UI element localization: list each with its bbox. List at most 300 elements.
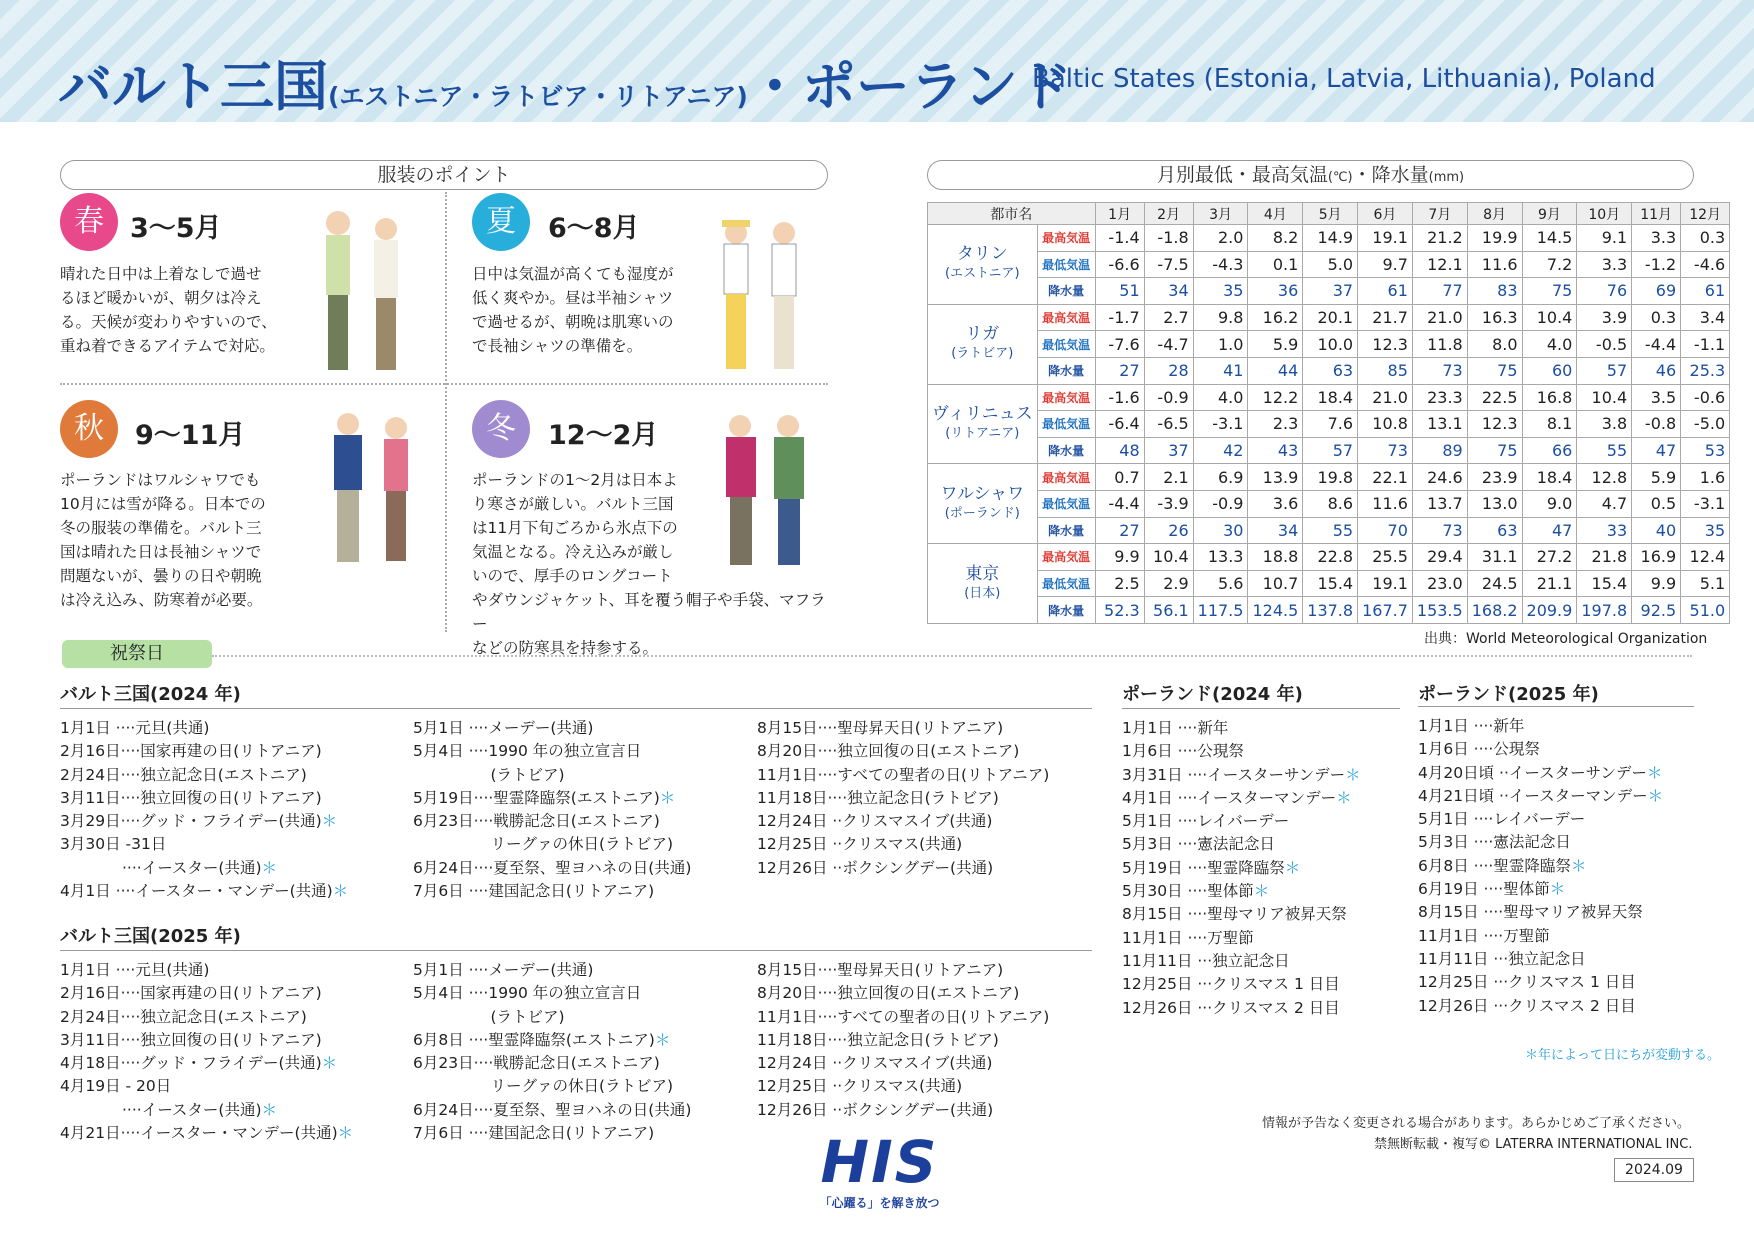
variable-date-mark: ＊ (337, 1124, 354, 1143)
table-cell: -1.8 (1144, 225, 1193, 252)
table-cell: 8.6 (1303, 490, 1358, 517)
col-header-month: 7月 (1412, 203, 1467, 225)
table-row (928, 437, 1730, 464)
spring-text: 晴れた日中は上着なしで過せ るほど暖かいが、朝夕は冷え る。天候が変わりやすいので、 重ね着できるアイテムで対応。 (60, 265, 277, 355)
table-cell: 2.1 (1144, 464, 1193, 491)
table-cell: 10.4 (1577, 384, 1632, 411)
holiday-entry: 3月29日····グッド・フライデー(共通)＊ (60, 812, 338, 831)
table-cell: 10.8 (1358, 411, 1413, 438)
holiday-entry: 8月20日····独立回復の日(エストニア) (757, 742, 1020, 761)
table-cell: 6.9 (1193, 464, 1248, 491)
table-cell: 2.5 (1095, 570, 1144, 597)
table-cell: 83 (1467, 278, 1522, 305)
holiday-entry: 11月11日 ···独立記念日 (1418, 949, 1586, 968)
table-cell: -0.5 (1577, 331, 1632, 358)
row-label: 最低気温 (1037, 570, 1095, 597)
baltic-2025-col2 (413, 959, 691, 1145)
autumn-months: 9〜11月 (135, 420, 246, 451)
table-cell: 16.9 (1632, 544, 1681, 571)
holiday-entry: 8月15日 ····聖母マリア被昇天祭 (1122, 905, 1347, 924)
table-cell: 0.3 (1632, 304, 1681, 331)
table-cell: 43 (1248, 437, 1303, 464)
table-cell: 20.1 (1303, 304, 1358, 331)
table-cell: -7.6 (1095, 331, 1144, 358)
table-cell: 24.6 (1412, 464, 1467, 491)
table-row (928, 597, 1730, 624)
table-row (928, 570, 1730, 597)
row-label: 最高気温 (1037, 544, 1095, 571)
holiday-entry: 3月11日····独立回復の日(リトアニア) (60, 788, 322, 807)
table-cell: 13.3 (1193, 544, 1248, 571)
his-logo: HIS 「心躍る」を解き放つ (819, 1128, 940, 1210)
holiday-entry: 6月19日 ····聖体節＊ (1418, 880, 1566, 899)
variable-date-mark: ＊ (321, 812, 338, 831)
table-cell: 9.1 (1577, 225, 1632, 252)
divider (60, 383, 828, 385)
table-cell: 89 (1412, 437, 1467, 464)
row-label: 最高気温 (1037, 225, 1095, 252)
table-row (928, 490, 1730, 517)
table-cell: 4.0 (1522, 331, 1577, 358)
holiday-entry: 3月30日 -31日 (60, 835, 167, 854)
col-header-month: 1月 (1095, 203, 1144, 225)
row-label: 降水量 (1037, 517, 1095, 544)
table-cell: 44 (1248, 357, 1303, 384)
table-cell: 8.2 (1248, 225, 1303, 252)
table-cell: 48 (1095, 437, 1144, 464)
holiday-entry: 12月26日 ···クリスマス 2 日目 (1418, 996, 1636, 1015)
baltic-2025-heading: バルト三国(2025 年) (60, 926, 241, 947)
summer-months: 6〜8月 (548, 213, 640, 244)
table-cell: 25.3 (1681, 357, 1730, 384)
table-cell: 23.9 (1467, 464, 1522, 491)
variable-date-mark: ＊ (659, 788, 676, 807)
table-cell: 19.1 (1358, 225, 1413, 252)
holiday-entry: 2月16日····国家再建の日(リトアニア) (60, 984, 322, 1003)
col-header-month: 5月 (1303, 203, 1358, 225)
table-cell: 53 (1681, 437, 1730, 464)
table-cell: 16.3 (1467, 304, 1522, 331)
table-cell: 5.9 (1248, 331, 1303, 358)
table-cell: 73 (1358, 437, 1413, 464)
holiday-entry: 5月19日····聖霊降臨祭(エストニア)＊ (413, 788, 676, 807)
clothing-title: 服装のポイント (60, 160, 828, 190)
holiday-entry: 5月1日 ····メーデー(共通) (413, 719, 594, 737)
table-cell: 11.6 (1358, 490, 1413, 517)
table-cell: 9.7 (1358, 251, 1413, 278)
table-cell: 21.0 (1358, 384, 1413, 411)
table-cell: 16.2 (1248, 304, 1303, 331)
table-cell: -7.5 (1144, 251, 1193, 278)
page-title-en: Baltic States (Estonia, Latvia, Lithuania), Poland (1032, 64, 1656, 94)
table-cell: -1.2 (1632, 251, 1681, 278)
header-banner (0, 0, 1754, 122)
table-cell: 26 (1144, 517, 1193, 544)
climate-source: 出典：World Meteorological Organization (1424, 631, 1708, 647)
col-header-month: 9月 (1522, 203, 1577, 225)
table-cell: 4.7 (1577, 490, 1632, 517)
table-row (928, 464, 1730, 491)
holiday-entry: 4月20日頃 ··イースターサンデー＊ (1418, 763, 1663, 782)
table-cell: 3.9 (1577, 304, 1632, 331)
table-cell: 10.0 (1303, 331, 1358, 358)
table-cell: 56.1 (1144, 597, 1193, 624)
table-cell: 0.7 (1095, 464, 1144, 491)
table-cell: 27 (1095, 517, 1144, 544)
holiday-entry: 8月15日 ····聖母マリア被昇天祭 (1418, 903, 1643, 922)
holiday-entry: (ラトビア) (413, 1007, 565, 1026)
table-cell: 92.5 (1632, 597, 1681, 624)
table-cell: -1.6 (1095, 384, 1144, 411)
holiday-entry: ····イースター(共通)＊ (60, 1100, 278, 1119)
table-cell: 9.8 (1193, 304, 1248, 331)
table-cell: -3.1 (1681, 490, 1730, 517)
holiday-entry: 5月19日 ····聖霊降臨祭＊ (1122, 858, 1301, 877)
variable-date-mark: ＊ (1336, 788, 1352, 807)
table-cell: 22.8 (1303, 544, 1358, 571)
holiday-entry: 8月15日····聖母昇天日(リトアニア) (757, 961, 1004, 979)
winter-badge: 冬 (472, 400, 530, 458)
table-cell: 52.3 (1095, 597, 1144, 624)
climate-title: 月別最低・最高気温(℃)・降水量(mm) (927, 160, 1694, 190)
table-cell: 14.5 (1522, 225, 1577, 252)
table-cell: 5.0 (1303, 251, 1358, 278)
table-cell: 27.2 (1522, 544, 1577, 571)
table-cell: 21.1 (1522, 570, 1577, 597)
table-cell: 69 (1632, 278, 1681, 305)
table-cell: -4.6 (1681, 251, 1730, 278)
table-cell: 23.0 (1412, 570, 1467, 597)
table-cell: 36 (1248, 278, 1303, 305)
table-cell: 2.9 (1144, 570, 1193, 597)
holiday-entry: 6月23日····戦勝記念日(エストニア) (413, 812, 660, 831)
table-cell: -4.7 (1144, 331, 1193, 358)
holiday-entry: 1月1日 ····新年 (1122, 719, 1229, 737)
table-cell: 47 (1522, 517, 1577, 544)
table-cell: 11.6 (1467, 251, 1522, 278)
col-header-city: 都市名 (928, 203, 1096, 225)
table-cell: 57 (1577, 357, 1632, 384)
baltic-2024-col3 (757, 717, 1049, 880)
holiday-entry: 5月4日 ····1990 年の独立宣言日 (413, 984, 642, 1003)
table-cell: 9.9 (1095, 544, 1144, 571)
table-cell: 40 (1632, 517, 1681, 544)
table-cell: 1.0 (1193, 331, 1248, 358)
spring-illustration (308, 205, 418, 375)
table-cell: 29.4 (1412, 544, 1467, 571)
table-cell: 13.7 (1412, 490, 1467, 517)
variable-date-mark: ＊ (654, 1030, 671, 1049)
holiday-entry: (ラトビア) (413, 765, 565, 784)
table-cell: -1.4 (1095, 225, 1144, 252)
table-cell: 12.4 (1681, 544, 1730, 571)
table-cell: 10.4 (1522, 304, 1577, 331)
row-label: 降水量 (1037, 597, 1095, 624)
col-header-month: 12月 (1681, 203, 1730, 225)
table-cell: 19.1 (1358, 570, 1413, 597)
holiday-entry: 11月18日····独立記念日(ラトビア) (757, 1030, 999, 1049)
holiday-entry: 12月26日 ···クリスマス 2 日目 (1122, 998, 1340, 1017)
table-cell: 41 (1193, 357, 1248, 384)
holiday-entry: 1月1日 ····元旦(共通) (60, 961, 210, 979)
table-row (928, 225, 1730, 252)
baltic-2025-col3 (757, 959, 1049, 1122)
holiday-entry: 4月21日····イースター・マンデー(共通)＊ (60, 1124, 354, 1143)
winter-months: 12〜2月 (548, 420, 659, 451)
table-cell: 46 (1632, 357, 1681, 384)
table-cell: -1.1 (1681, 331, 1730, 358)
table-cell: -0.9 (1144, 384, 1193, 411)
table-cell: 12.3 (1358, 331, 1413, 358)
table-cell: 167.7 (1358, 597, 1413, 624)
holiday-entry: 11月11日 ···独立記念日 (1122, 951, 1290, 970)
table-cell: 0.5 (1632, 490, 1681, 517)
table-cell: 16.8 (1522, 384, 1577, 411)
table-row (928, 304, 1730, 331)
copyright: 禁無断転載・複写© LATERRA INTERNATIONAL INC. (1374, 1137, 1693, 1152)
table-cell: 197.8 (1577, 597, 1632, 624)
divider (60, 708, 1092, 709)
summer-illustration (708, 215, 818, 375)
table-cell: 22.5 (1467, 384, 1522, 411)
holiday-entry: 11月1日····すべての聖者の日(リトアニア) (757, 1007, 1050, 1026)
holiday-entry: 1月6日 ····公現祭 (1122, 742, 1244, 761)
table-cell: 209.9 (1522, 597, 1577, 624)
holiday-entry: 6月8日 ····聖霊降臨祭(エストニア)＊ (413, 1030, 671, 1049)
col-header-month: 10月 (1577, 203, 1632, 225)
disclaimer: 情報が予告なく変更される場合があります。あらかじめご了承ください。 (1262, 1116, 1690, 1131)
row-label: 降水量 (1037, 278, 1095, 305)
table-cell: 13.1 (1412, 411, 1467, 438)
table-cell: 19.9 (1467, 225, 1522, 252)
table-cell: 51.0 (1681, 597, 1730, 624)
row-label: 最低気温 (1037, 490, 1095, 517)
table-cell: 3.8 (1577, 411, 1632, 438)
table-cell: 35 (1193, 278, 1248, 305)
table-cell: 24.5 (1467, 570, 1522, 597)
table-cell: 25.5 (1358, 544, 1413, 571)
table-cell: 70 (1358, 517, 1413, 544)
holiday-entry: 4月1日 ····イースターマンデー＊ (1122, 788, 1352, 807)
holiday-entry: 1月6日 ····公現祭 (1418, 740, 1540, 759)
table-cell: 85 (1358, 357, 1413, 384)
autumn-badge: 秋 (60, 400, 118, 458)
poland-2025-heading: ポーランド(2025 年) (1418, 684, 1599, 705)
holiday-entry: 5月4日 ····1990 年の独立宣言日 (413, 742, 642, 761)
holidays-tab: 祝祭日 (62, 640, 212, 668)
holiday-entry: 1月1日 ····新年 (1418, 717, 1525, 735)
table-cell: 12.3 (1467, 411, 1522, 438)
col-header-month: 8月 (1467, 203, 1522, 225)
page-title: バルト三国(エストニア・ラトビア・リトアニア)・ポーランド (58, 55, 1072, 118)
table-cell: -3.9 (1144, 490, 1193, 517)
table-cell: 1.6 (1681, 464, 1730, 491)
col-header-month: 11月 (1632, 203, 1681, 225)
holiday-entry: 3月31日 ····イースターサンデー＊ (1122, 765, 1361, 784)
poland-2024-heading: ポーランド(2024 年) (1122, 684, 1303, 705)
holiday-entry: 6月8日 ····聖霊降臨祭＊ (1418, 856, 1587, 875)
table-row (928, 544, 1730, 571)
holiday-entry: 2月16日····国家再建の日(リトアニア) (60, 742, 322, 761)
table-row (928, 357, 1730, 384)
baltic-2025-col1 (60, 959, 353, 1145)
table-cell: 0.3 (1681, 225, 1730, 252)
table-cell: 61 (1358, 278, 1413, 305)
col-header-month: 3月 (1193, 203, 1248, 225)
table-cell: 27 (1095, 357, 1144, 384)
table-cell: 3.6 (1248, 490, 1303, 517)
table-cell: 13.9 (1248, 464, 1303, 491)
table-cell: -5.0 (1681, 411, 1730, 438)
table-cell: 23.3 (1412, 384, 1467, 411)
holiday-entry: 12月26日 ··ボクシングデー(共通) (757, 1100, 994, 1119)
row-label: 最低気温 (1037, 251, 1095, 278)
city-name: リガ (ラトビア) (928, 304, 1038, 384)
winter-illustration (712, 412, 822, 572)
table-cell: 47 (1632, 437, 1681, 464)
divider (445, 192, 447, 632)
table-cell: 75 (1522, 278, 1577, 305)
table-cell: 34 (1248, 517, 1303, 544)
table-cell: 37 (1303, 278, 1358, 305)
table-cell: 30 (1193, 517, 1248, 544)
table-cell: 21.2 (1412, 225, 1467, 252)
holiday-entry: 7月6日 ····建国記念日(リトアニア) (413, 1124, 655, 1143)
divider (1122, 708, 1400, 709)
table-cell: 11.8 (1412, 331, 1467, 358)
table-cell: 76 (1577, 278, 1632, 305)
table-cell: -6.4 (1095, 411, 1144, 438)
holiday-entry: 2月24日····独立記念日(エストニア) (60, 765, 307, 784)
poland-2024-list (1122, 717, 1361, 1020)
col-header-month: 2月 (1144, 203, 1193, 225)
table-cell: 73 (1412, 357, 1467, 384)
table-cell: 3.3 (1577, 251, 1632, 278)
table-cell: 42 (1193, 437, 1248, 464)
table-cell: 5.1 (1681, 570, 1730, 597)
holiday-entry: 12月24日 ··クリスマスイブ(共通) (757, 1054, 993, 1073)
table-cell: 31.1 (1467, 544, 1522, 571)
table-cell: 124.5 (1248, 597, 1303, 624)
table-cell: 4.0 (1193, 384, 1248, 411)
table-cell: 18.4 (1303, 384, 1358, 411)
holiday-entry: 11月18日····独立記念日(ラトビア) (757, 788, 999, 807)
holiday-entry: 12月25日 ···クリスマス 1 日目 (1122, 975, 1340, 994)
poland-2025-list (1418, 715, 1663, 1018)
table-cell: 51 (1095, 278, 1144, 305)
table-cell: 55 (1577, 437, 1632, 464)
table-cell: 5.6 (1193, 570, 1248, 597)
table-cell: 73 (1412, 517, 1467, 544)
variable-date-mark: ＊ (1647, 786, 1664, 805)
table-cell: -0.9 (1193, 490, 1248, 517)
variable-date-mark: ＊ (332, 882, 349, 901)
holiday-note: ＊年によって日にちが変動する。 (1525, 1048, 1721, 1063)
table-cell: -4.3 (1193, 251, 1248, 278)
baltic-2024-col1 (60, 717, 348, 903)
table-cell: 63 (1467, 517, 1522, 544)
table-cell: 13.0 (1467, 490, 1522, 517)
row-label: 最低気温 (1037, 331, 1095, 358)
table-cell: -0.6 (1681, 384, 1730, 411)
table-cell: 15.4 (1577, 570, 1632, 597)
table-cell: -6.5 (1144, 411, 1193, 438)
holiday-entry: 8月15日····聖母昇天日(リトアニア) (757, 719, 1004, 737)
table-cell: 18.4 (1522, 464, 1577, 491)
table-cell: 63 (1303, 357, 1358, 384)
table-cell: 8.0 (1467, 331, 1522, 358)
holiday-entry: 4月19日 - 20日 (60, 1077, 172, 1096)
holiday-entry: ····イースター(共通)＊ (60, 858, 278, 877)
table-cell: 28 (1144, 357, 1193, 384)
holiday-entry: 12月25日 ··クリスマス(共通) (757, 835, 963, 854)
table-cell: 168.2 (1467, 597, 1522, 624)
holiday-entry: 5月30日 ····聖体節＊ (1122, 882, 1270, 901)
holiday-entry: 5月3日 ····憲法記念日 (1418, 833, 1571, 852)
table-cell: 117.5 (1193, 597, 1248, 624)
table-row (928, 278, 1730, 305)
holiday-entry: 12月25日 ··クリスマス(共通) (757, 1077, 963, 1096)
divider (212, 655, 1692, 657)
table-cell: 15.4 (1303, 570, 1358, 597)
holiday-entry: 7月6日 ····建国記念日(リトアニア) (413, 882, 655, 901)
table-cell: 3.4 (1681, 304, 1730, 331)
col-header-month: 6月 (1358, 203, 1413, 225)
row-label: 最高気温 (1037, 464, 1095, 491)
variable-date-mark: ＊ (1549, 880, 1566, 899)
table-cell: 0.1 (1248, 251, 1303, 278)
table-cell: 61 (1681, 278, 1730, 305)
holiday-entry: 4月18日····グッド・フライデー(共通)＊ (60, 1054, 338, 1073)
table-cell: 75 (1467, 357, 1522, 384)
city-name: ワルシャワ (ポーランド) (928, 464, 1038, 544)
variable-date-mark: ＊ (321, 1054, 338, 1073)
holiday-entry: 4月1日 ····イースター・マンデー(共通)＊ (60, 882, 349, 901)
variable-date-mark: ＊ (261, 858, 278, 877)
row-label: 最高気温 (1037, 384, 1095, 411)
table-cell: 77 (1412, 278, 1467, 305)
variable-date-mark: ＊ (1646, 763, 1663, 782)
holiday-entry: 2月24日····独立記念日(エストニア) (60, 1007, 307, 1026)
holiday-entry: 5月3日 ····憲法記念日 (1122, 835, 1275, 854)
table-cell: 2.0 (1193, 225, 1248, 252)
summer-text: 日中は気温が高くても湿度が 低く爽やか。昼は半袖シャツ で過せるが、朝晩は肌寒いの で長袖シャツの準備を。 (472, 265, 674, 355)
variable-date-mark: ＊ (1284, 858, 1301, 877)
table-cell: 60 (1522, 357, 1577, 384)
table-cell: -1.7 (1095, 304, 1144, 331)
holiday-entry: 11月1日 ····万聖節 (1418, 926, 1550, 945)
table-cell: 55 (1303, 517, 1358, 544)
city-name: ヴィリニュス (リトアニア) (928, 384, 1038, 464)
table-cell: 3.5 (1632, 384, 1681, 411)
holiday-entry: 5月1日 ····レイバーデー (1122, 812, 1290, 831)
table-cell: 2.7 (1144, 304, 1193, 331)
table-cell: 2.3 (1248, 411, 1303, 438)
holiday-entry: 6月24日····夏至祭、聖ヨハネの日(共通) (413, 1100, 692, 1119)
table-cell: 21.0 (1412, 304, 1467, 331)
autumn-illustration (318, 408, 428, 568)
table-cell: 33 (1577, 517, 1632, 544)
edition-date: 2024.09 (1614, 1158, 1694, 1182)
table-cell: 9.0 (1522, 490, 1577, 517)
table-cell: 12.1 (1412, 251, 1467, 278)
table-cell: 8.1 (1522, 411, 1577, 438)
table-cell: 75 (1467, 437, 1522, 464)
table-cell: -4.4 (1095, 490, 1144, 517)
spring-badge: 春 (60, 193, 118, 251)
holiday-entry: 5月1日 ····メーデー(共通) (413, 961, 594, 979)
table-cell: 14.9 (1303, 225, 1358, 252)
